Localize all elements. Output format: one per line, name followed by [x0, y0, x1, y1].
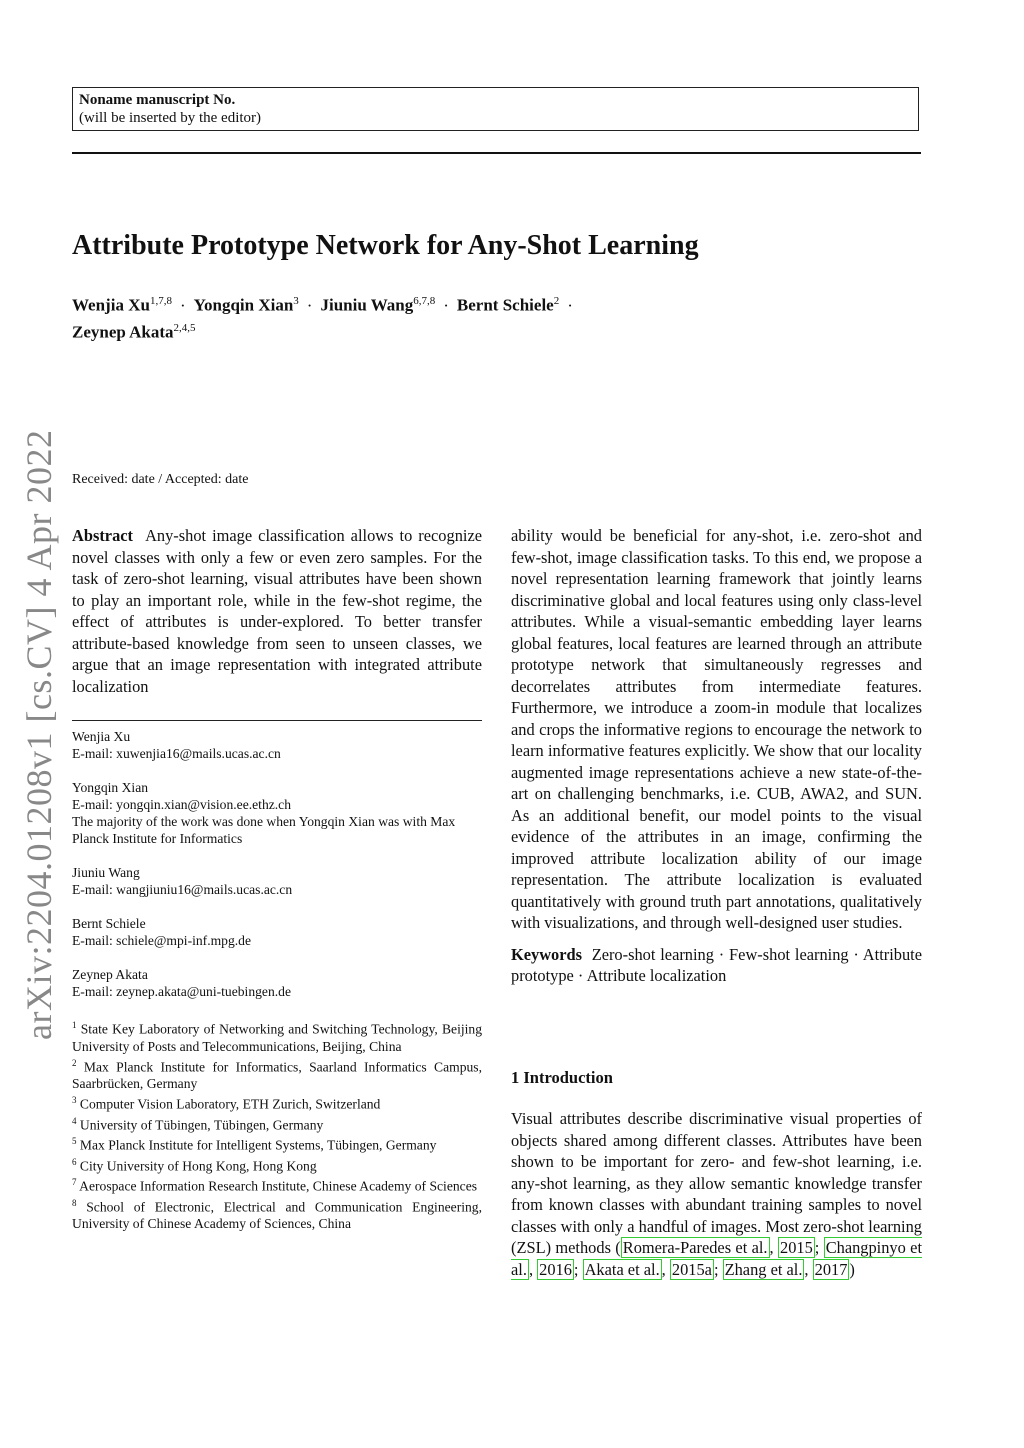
- contact-email: E-mail: schiele@mpi-inf.mpg.de: [72, 933, 251, 948]
- affiliation-item: [72, 1092, 482, 1113]
- author-name: Zeynep Akata: [72, 322, 174, 342]
- citation-year-link[interactable]: 2016: [539, 1259, 572, 1279]
- affiliation-number: 7: [72, 1177, 77, 1188]
- paper-title: Attribute Prototype Network for Any-Shot Learning: [72, 230, 699, 261]
- affiliation-item: [72, 1017, 482, 1055]
- author-separator: ·: [443, 295, 449, 315]
- author-separator: ·: [306, 295, 313, 315]
- citation-year-link[interactable]: 2015: [780, 1238, 813, 1257]
- contact-block: [72, 779, 482, 847]
- contact-email: E-mail: xuwenjia16@mails.ucas.ac.cn: [72, 746, 281, 761]
- contact-name: Zeynep Akata: [72, 967, 148, 982]
- contact-email: E-mail: wangjiuniu16@mails.ucas.ac.cn: [72, 882, 293, 897]
- author-name: Yongqin Xian: [193, 295, 294, 315]
- citation-year-link[interactable]: 2017: [814, 1259, 848, 1279]
- contact-name: Jiuniu Wang: [72, 865, 140, 880]
- keywords-text: Zero-shot learning · Few-shot learning · Attribute prototype · Attribute localization: [511, 944, 922, 985]
- received-date: Received: date / Accepted: date: [72, 472, 249, 487]
- abstract-right: [511, 525, 922, 987]
- contact-email: E-mail: zeynep.akata@uni-tuebingen.de: [72, 984, 291, 999]
- affiliation-text: Max Planck Institute for Intelligent Systems, Tübingen, Germany: [79, 1137, 437, 1153]
- affiliation-text: City University of Hong Kong, Hong Kong: [79, 1158, 317, 1174]
- author-affiliation: 2,4,5: [173, 321, 196, 334]
- affiliation-number: 8: [72, 1197, 77, 1208]
- affiliation-text: School of Electronic, Electrical and Communication Engineering, University of Chinese Academy of Sciences, China: [72, 1199, 482, 1232]
- affiliation-item: [72, 1154, 482, 1175]
- affiliation-number: 4: [72, 1115, 77, 1126]
- affiliation-text: Aerospace Information Research Institute, Chinese Academy of Sciences: [79, 1178, 478, 1194]
- contact-name: Yongqin Xian: [72, 780, 149, 795]
- affiliation-number: 1: [72, 1020, 77, 1030]
- affiliation-item: [72, 1133, 482, 1154]
- manuscript-box: [72, 87, 919, 131]
- affiliation-number: 5: [72, 1136, 77, 1147]
- author-affiliation: 6,7,8: [413, 295, 436, 307]
- affiliation-text: Max Planck Institute for Informatics, Saarland Informatics Campus, Saarbrücken, Germany: [72, 1059, 482, 1092]
- affiliation-number: 6: [72, 1156, 77, 1167]
- citation-link[interactable]: Romera-Paredes et al.: [622, 1238, 768, 1257]
- affiliation-text: University of Tübingen, Tübingen, Germany: [79, 1117, 324, 1133]
- affiliation-item: [72, 1174, 482, 1195]
- author-separator: ·: [179, 295, 186, 315]
- contact-note: The majority of the work was done when Yongqin Xian was with Max Planck Institute for Informatics: [72, 814, 456, 846]
- citation-link[interactable]: Changpinyo et al.: [511, 1238, 922, 1279]
- keywords: [511, 944, 922, 987]
- author-name: Wenjia Xu: [72, 295, 150, 315]
- abstract-label: Abstract: [72, 526, 133, 545]
- abstract-text: Any-shot image classification allows to recognize novel classes with only a few or even zero samples. For the task of zero-shot learning, visual attributes have been shown to play an important role, while in the few-shot regime, the effect of attributes is under-explored. To better transfer attribute-based knowledge from seen to unseen classes, we argue that an image representation with integrated attribute localization: [72, 526, 482, 696]
- introduction-body: Visual attributes describe discriminative visual properties of objects shared among different classes. Attributes have been shown to be important for zero- and few-shot learning, i.e. any-shot learning, as they allow semantic knowledge transfer from known classes with abundant training samples to novel classes with only a handful of images. Most zero-shot learning (ZSL) methods ( Romera-Paredes et al. , 2015 ; Changpinyo et al. , 2016 ; Akata et al. , 2015a ; Zhang et al. , 2017 ): [511, 1109, 922, 1279]
- contact-name: Bernt Schiele: [72, 916, 146, 931]
- affiliation-item: [72, 1195, 482, 1233]
- contact-block: [72, 966, 482, 1000]
- manuscript-number: Noname manuscript No.: [79, 92, 236, 108]
- author-affiliation: 2: [553, 295, 560, 307]
- contact-block: [72, 728, 482, 762]
- affiliation-text: Computer Vision Laboratory, ETH Zurich, Switzerland: [79, 1096, 381, 1112]
- affiliation-item: [72, 1055, 482, 1093]
- abstract-left: [72, 525, 482, 697]
- footnotes: [72, 728, 482, 1232]
- abstract-continued: ability would be beneficial for any-shot, i.e. zero-shot and few-shot, image classification tasks. To this end, we propose a novel representation learning framework that jointly learns discriminative global and local features using only class-level attributes. While a visual-semantic embedding layer learns global features, local features are learned through an attribute prototype network that simultaneously regresses and decorrelates attributes from intermediate features. Furthermore, we introduce a zoom-in module that localizes and crops the informative regions to encourage the network to learn informative features explicitly. We show that our locality augmented image representations achieve a new state-of-the-art on challenging benchmarks, i.e. CUB, AWA2, and SUN. As an additional benefit, our model points to the visual evidence of the attributes in an image, confirming the improved attribute localization ability of our image representation. The attribute localization is evaluated quantitatively with ground truth part annotations, qualitatively with visualizations, and through well-designed user studies.: [511, 526, 922, 932]
- author-affiliation: 1,7,8: [149, 295, 172, 307]
- header-rule: [72, 152, 921, 154]
- footnote-rule: [72, 720, 482, 721]
- author-name: Jiuniu Wang: [320, 295, 414, 315]
- contact-name: Wenjia Xu: [72, 729, 131, 744]
- citation-link[interactable]: Zhang et al.: [724, 1259, 803, 1279]
- affiliation-number: 2: [72, 1057, 77, 1068]
- editor-note: (will be inserted by the editor): [79, 110, 262, 126]
- keywords-label: Keywords: [511, 944, 583, 964]
- section-heading: 1 Introduction: [511, 1068, 613, 1087]
- affiliation-text: State Key Laboratory of Networking and Switching Technology, Beijing University of Posts and Telecommunications, Beijing, China: [72, 1021, 482, 1054]
- author-name: Bernt Schiele: [456, 295, 554, 315]
- citation-year-link[interactable]: 2015a: [671, 1259, 712, 1279]
- arxiv-identifier: arXiv:2204.01208v1 [cs.CV] 4 Apr 2022: [19, 429, 59, 1040]
- contact-email: E-mail: yongqin.xian@vision.ee.ethz.ch: [72, 797, 292, 812]
- citation-link[interactable]: Akata et al.: [584, 1259, 660, 1279]
- intro-text: Visual attributes describe discriminative visual properties of objects shared among different classes. Attributes have been shown to be important for zero- and few-shot learning, i.e. any-shot learning, as they allow semantic knowledge transfer from known classes with abundant training samples to novel classes with only a handful of images. Most zero-shot learning (ZSL) methods (: [511, 1109, 922, 1257]
- author-affiliation: 3: [293, 295, 299, 307]
- affiliation-number: 3: [72, 1095, 77, 1106]
- citation-close: ): [849, 1259, 855, 1279]
- contact-block: [72, 915, 482, 949]
- affiliation-item: [72, 1113, 482, 1134]
- contact-block: [72, 864, 482, 898]
- author-separator: ·: [567, 295, 573, 315]
- author-list: [72, 290, 752, 343]
